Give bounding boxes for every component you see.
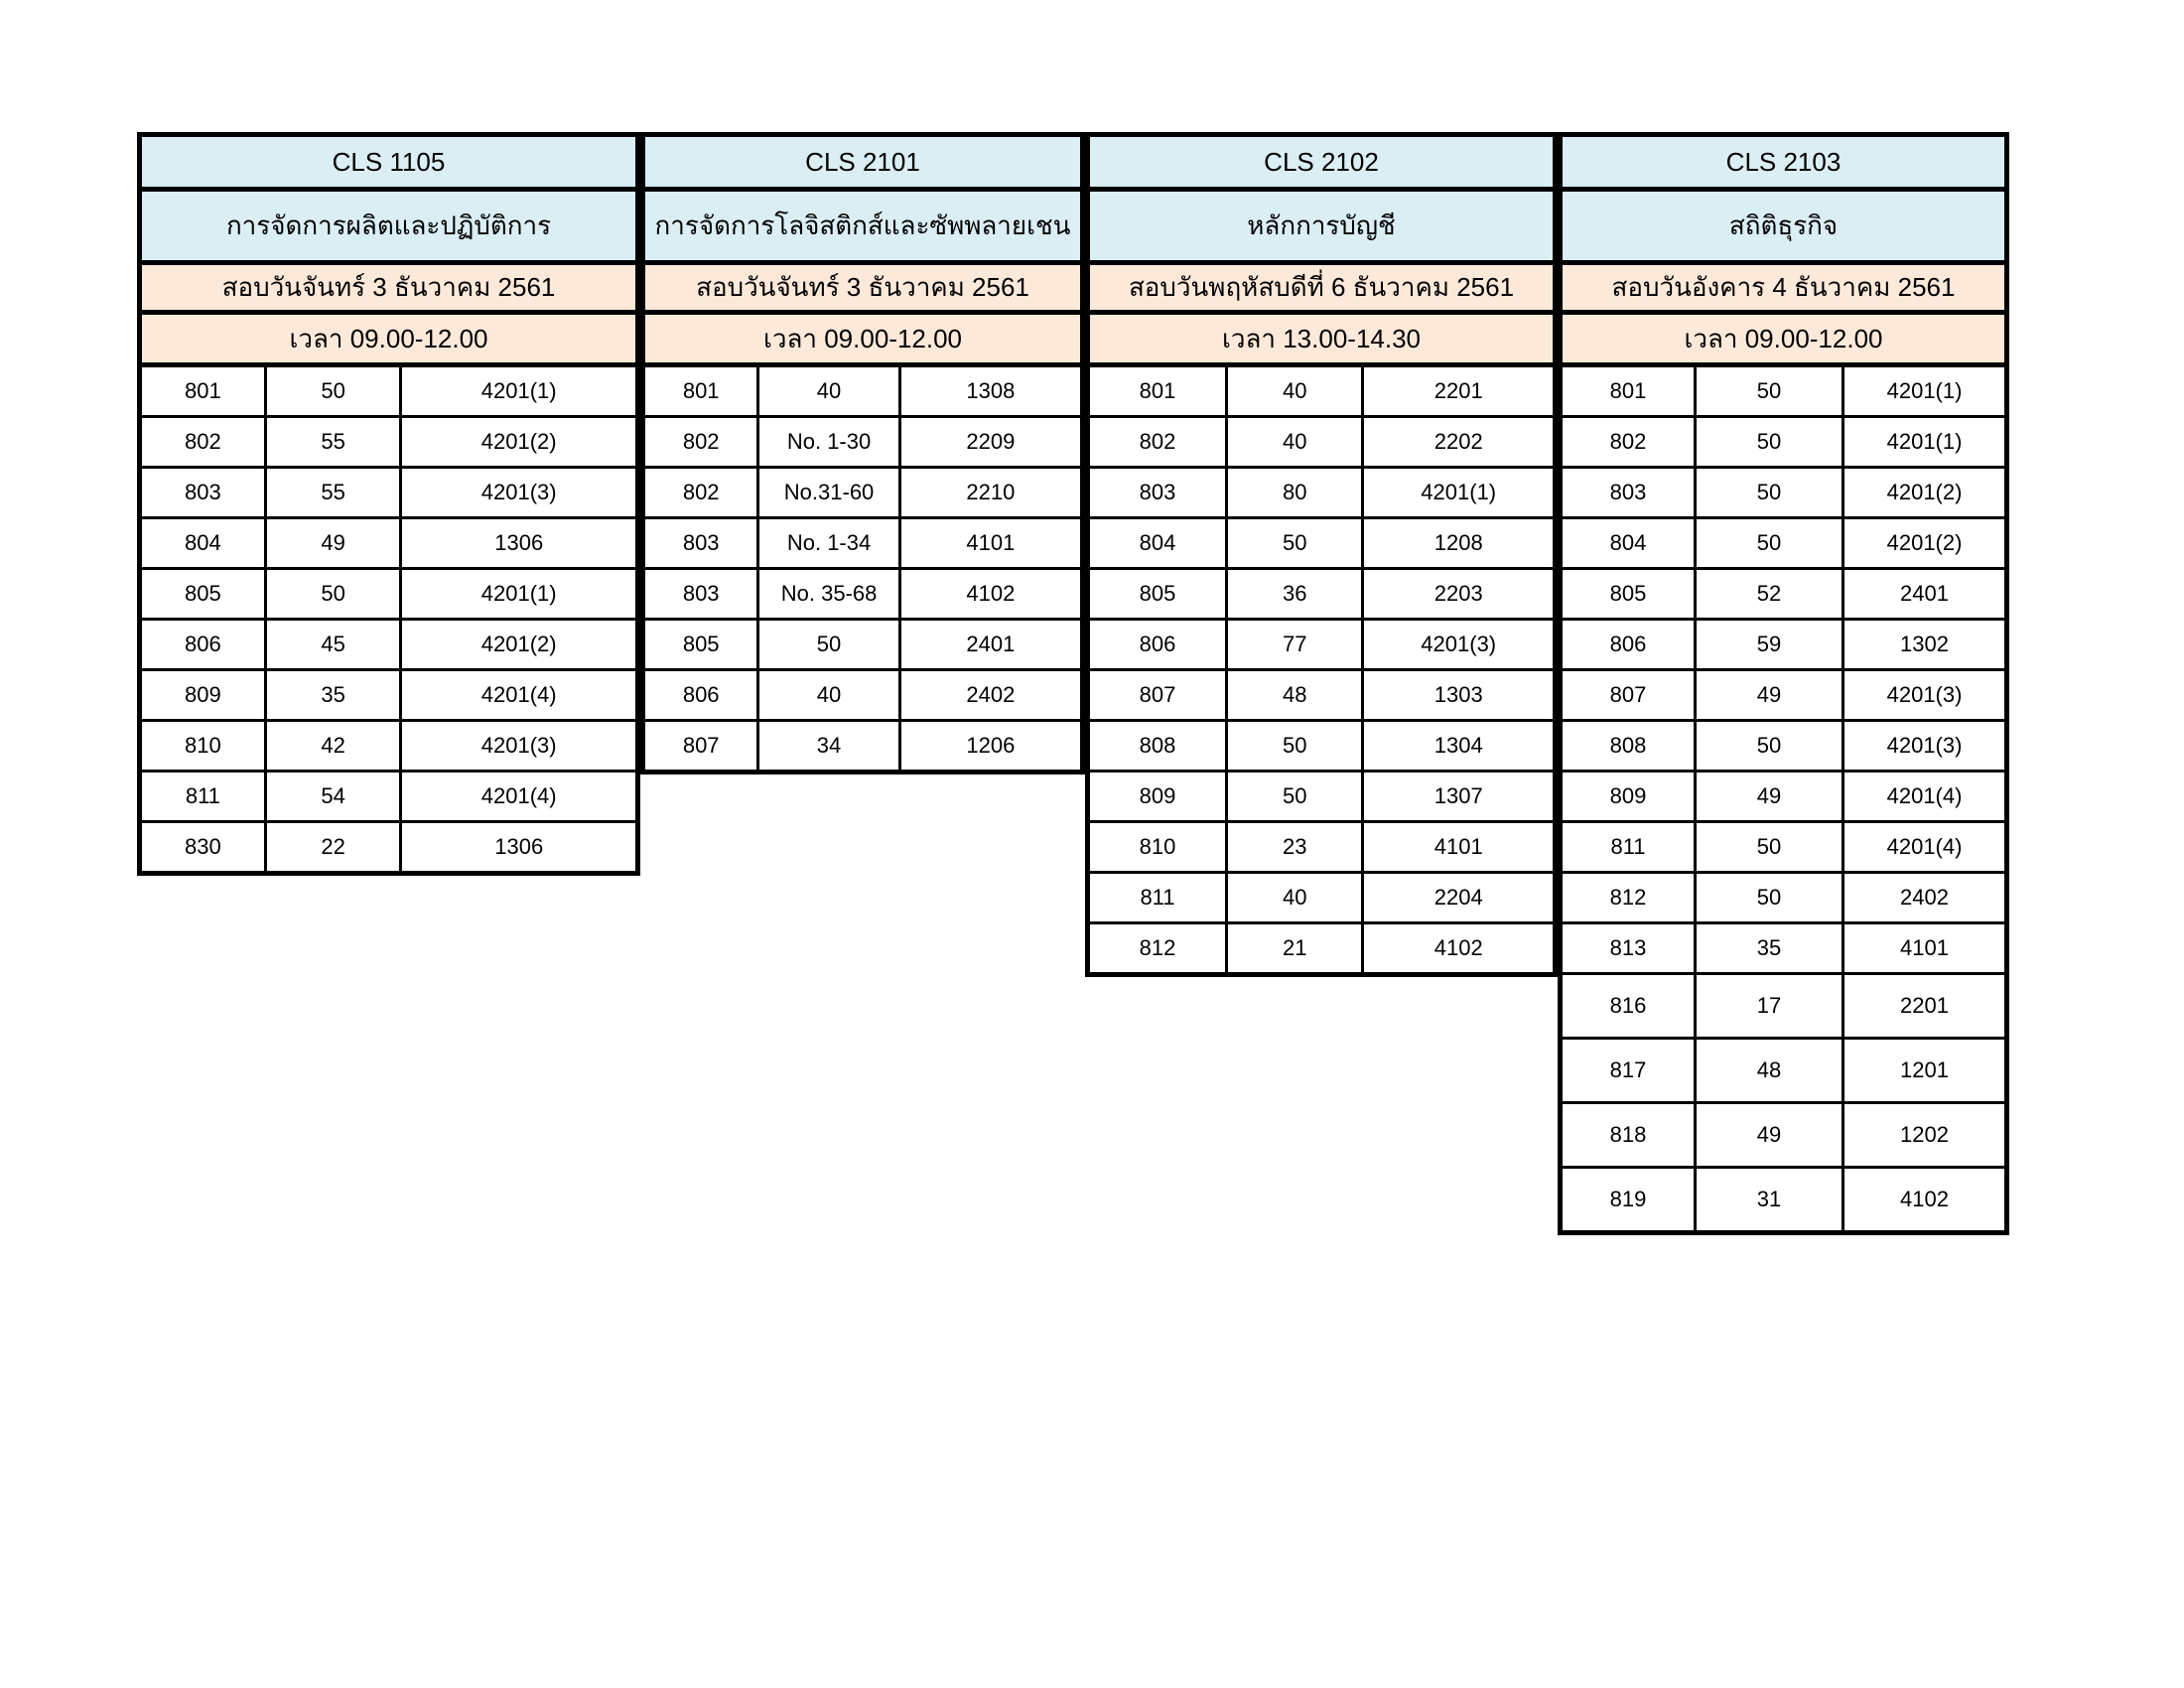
room-cell: 2210 (899, 468, 1080, 518)
exam-time: เวลา 09.00-12.00 (1563, 315, 2004, 367)
room-cell: 1208 (1363, 518, 1553, 569)
section-row (1563, 367, 2004, 417)
section-cell: 809 (142, 670, 265, 721)
section-cell: 801 (1563, 367, 1696, 417)
section-row (645, 518, 1080, 569)
section-cell: 819 (1563, 1168, 1696, 1231)
section-row (1563, 620, 2004, 670)
seat-count-cell: 40 (1226, 417, 1362, 468)
seat-count-cell: 77 (1226, 620, 1362, 670)
seat-count-cell: No.31-60 (758, 468, 899, 518)
seat-count-cell: No. 1-34 (758, 518, 899, 569)
room-cell: 2401 (899, 620, 1080, 670)
room-cell: 2209 (899, 417, 1080, 468)
room-cell: 4201(1) (401, 367, 635, 417)
room-cell: 4201(4) (1843, 822, 2004, 873)
section-row (645, 417, 1080, 468)
section-cell: 805 (142, 569, 265, 620)
seat-count-cell: 50 (1226, 518, 1362, 569)
room-cell: 4201(3) (401, 468, 635, 518)
section-row (1563, 1039, 2004, 1103)
section-row (1090, 772, 1553, 822)
course-title: การจัดการผลิตและปฏิบัติการ (142, 192, 635, 265)
room-cell: 2402 (899, 670, 1080, 721)
exam-time: เวลา 09.00-12.00 (645, 315, 1080, 367)
section-table (1090, 367, 1553, 972)
section-row (1090, 873, 1553, 923)
section-row (1090, 367, 1553, 417)
section-cell: 812 (1090, 923, 1226, 973)
section-row (142, 772, 635, 822)
section-cell: 803 (645, 518, 758, 569)
room-cell: 4101 (899, 518, 1080, 569)
section-cell: 810 (1090, 822, 1226, 873)
section-row (645, 670, 1080, 721)
room-cell: 4201(1) (1843, 417, 2004, 468)
section-row (142, 569, 635, 620)
section-cell: 811 (1090, 873, 1226, 923)
section-cell: 808 (1090, 721, 1226, 772)
course-code: CLS 2103 (1563, 137, 2004, 192)
room-cell: 4102 (1843, 1168, 2004, 1231)
course-title: การจัดการโลจิสติกส์และซัพพลายเชน (645, 192, 1080, 265)
course-code: CLS 2101 (645, 137, 1080, 192)
room-cell: 2401 (1843, 569, 2004, 620)
seat-count-cell: 50 (1696, 873, 1843, 923)
section-cell: 805 (1563, 569, 1696, 620)
section-row (1090, 468, 1553, 518)
section-cell: 813 (1563, 923, 1696, 974)
seat-count-cell: 59 (1696, 620, 1843, 670)
section-cell: 808 (1563, 721, 1696, 772)
section-cell: 802 (1090, 417, 1226, 468)
section-row (142, 721, 635, 772)
room-cell: 4201(1) (1363, 468, 1553, 518)
seat-count-cell: 36 (1226, 569, 1362, 620)
section-cell: 802 (645, 417, 758, 468)
seat-count-cell: 40 (1226, 367, 1362, 417)
seat-count-cell: 50 (1696, 367, 1843, 417)
exam-time: เวลา 09.00-12.00 (142, 315, 635, 367)
section-row (645, 468, 1080, 518)
section-row (1563, 417, 2004, 468)
section-cell: 807 (645, 721, 758, 771)
room-cell: 1302 (1843, 620, 2004, 670)
room-cell: 1306 (401, 822, 635, 872)
section-cell: 807 (1090, 670, 1226, 721)
seat-count-cell: No. 1-30 (758, 417, 899, 468)
seat-count-cell: 50 (758, 620, 899, 670)
room-cell: 4101 (1363, 822, 1553, 873)
exam-date: สอบวันพฤหัสบดีที่ 6 ธันวาคม 2561 (1090, 265, 1553, 315)
section-row (142, 367, 635, 417)
section-cell: 805 (1090, 569, 1226, 620)
exam-date: สอบวันจันทร์ 3 ธันวาคม 2561 (142, 265, 635, 315)
section-cell: 809 (1563, 772, 1696, 822)
seat-count-cell: 48 (1226, 670, 1362, 721)
course-title: สถิติธุรกิจ (1563, 192, 2004, 265)
room-cell: 4201(4) (401, 670, 635, 721)
exam-schedule-table (137, 132, 2009, 1235)
section-cell: 812 (1563, 873, 1696, 923)
seat-count-cell: 50 (1226, 772, 1362, 822)
section-row (1563, 1103, 2004, 1168)
section-row (1090, 670, 1553, 721)
seat-count-cell: 50 (1226, 721, 1362, 772)
section-cell: 801 (1090, 367, 1226, 417)
room-cell: 2402 (1843, 873, 2004, 923)
seat-count-cell: 23 (1226, 822, 1362, 873)
section-row (142, 417, 635, 468)
section-cell: 802 (1563, 417, 1696, 468)
room-cell: 2201 (1363, 367, 1553, 417)
section-row (1563, 873, 2004, 923)
seat-count-cell: 49 (1696, 670, 1843, 721)
seat-count-cell: 31 (1696, 1168, 1843, 1231)
section-cell: 816 (1563, 974, 1696, 1039)
section-cell: 806 (142, 620, 265, 670)
room-cell: 4201(2) (1843, 518, 2004, 569)
seat-count-cell: 48 (1696, 1039, 1843, 1103)
section-row (142, 670, 635, 721)
room-cell: 4201(4) (1843, 772, 2004, 822)
seat-count-cell: 45 (265, 620, 401, 670)
exam-time: เวลา 13.00-14.30 (1090, 315, 1553, 367)
seat-count-cell: 50 (265, 569, 401, 620)
course-panel (640, 132, 1085, 774)
section-cell: 804 (1090, 518, 1226, 569)
course-panel (1085, 132, 1558, 977)
seat-count-cell: 40 (758, 670, 899, 721)
section-row (142, 468, 635, 518)
section-row (645, 367, 1080, 417)
room-cell: 4101 (1843, 923, 2004, 974)
section-cell: 809 (1090, 772, 1226, 822)
seat-count-cell: 50 (1696, 721, 1843, 772)
seat-count-cell: 34 (758, 721, 899, 771)
section-cell: 803 (1563, 468, 1696, 518)
section-cell: 807 (1563, 670, 1696, 721)
section-cell: 804 (142, 518, 265, 569)
room-cell: 4201(3) (1843, 721, 2004, 772)
room-cell: 2203 (1363, 569, 1553, 620)
room-cell: 4201(2) (1843, 468, 2004, 518)
room-cell: 1201 (1843, 1039, 2004, 1103)
room-cell: 1206 (899, 721, 1080, 771)
course-panel (1558, 132, 2009, 1235)
section-row (1090, 822, 1553, 873)
section-row (645, 721, 1080, 771)
section-row (1090, 923, 1553, 973)
exam-date: สอบวันอังคาร 4 ธันวาคม 2561 (1563, 265, 2004, 315)
section-table (645, 367, 1080, 770)
exam-date: สอบวันจันทร์ 3 ธันวาคม 2561 (645, 265, 1080, 315)
section-cell: 817 (1563, 1039, 1696, 1103)
seat-count-cell: 50 (1696, 822, 1843, 873)
section-cell: 801 (645, 367, 758, 417)
room-cell: 2201 (1843, 974, 2004, 1039)
section-row (1563, 569, 2004, 620)
section-row (1563, 670, 2004, 721)
section-row (1563, 468, 2004, 518)
section-cell: 803 (645, 569, 758, 620)
section-row (1563, 1168, 2004, 1231)
room-cell: 4201(2) (401, 620, 635, 670)
section-row (1563, 974, 2004, 1039)
section-row (1090, 721, 1553, 772)
section-cell: 811 (142, 772, 265, 822)
section-row (1563, 721, 2004, 772)
course-panel (137, 132, 640, 876)
section-cell: 806 (1563, 620, 1696, 670)
section-row (645, 620, 1080, 670)
section-cell: 802 (645, 468, 758, 518)
room-cell: 4201(2) (401, 417, 635, 468)
section-table (1563, 367, 2004, 1230)
section-row (1090, 417, 1553, 468)
room-cell: 4201(1) (1843, 367, 2004, 417)
section-cell: 811 (1563, 822, 1696, 873)
room-cell: 1304 (1363, 721, 1553, 772)
room-cell: 4201(3) (1363, 620, 1553, 670)
section-cell: 803 (142, 468, 265, 518)
seat-count-cell: 52 (1696, 569, 1843, 620)
course-code: CLS 2102 (1090, 137, 1553, 192)
room-cell: 4201(3) (401, 721, 635, 772)
seat-count-cell: 40 (1226, 873, 1362, 923)
seat-count-cell: 35 (265, 670, 401, 721)
section-row (645, 569, 1080, 620)
course-code: CLS 1105 (142, 137, 635, 192)
section-row (1090, 518, 1553, 569)
seat-count-cell: 22 (265, 822, 401, 872)
section-cell: 806 (645, 670, 758, 721)
seat-count-cell: 42 (265, 721, 401, 772)
seat-count-cell: 50 (1696, 417, 1843, 468)
room-cell: 1202 (1843, 1103, 2004, 1168)
room-cell: 4201(3) (1843, 670, 2004, 721)
seat-count-cell: 50 (1696, 468, 1843, 518)
section-cell: 803 (1090, 468, 1226, 518)
section-table (142, 367, 635, 871)
seat-count-cell: 21 (1226, 923, 1362, 973)
section-cell: 802 (142, 417, 265, 468)
section-cell: 801 (142, 367, 265, 417)
room-cell: 1306 (401, 518, 635, 569)
seat-count-cell: 49 (265, 518, 401, 569)
section-cell: 805 (645, 620, 758, 670)
section-row (142, 822, 635, 872)
seat-count-cell: No. 35-68 (758, 569, 899, 620)
section-row (1090, 620, 1553, 670)
room-cell: 2204 (1363, 873, 1553, 923)
seat-count-cell: 50 (1696, 518, 1843, 569)
seat-count-cell: 54 (265, 772, 401, 822)
seat-count-cell: 49 (1696, 1103, 1843, 1168)
section-row (1563, 923, 2004, 974)
section-row (142, 620, 635, 670)
section-row (1090, 569, 1553, 620)
room-cell: 1303 (1363, 670, 1553, 721)
room-cell: 4102 (1363, 923, 1553, 973)
section-row (142, 518, 635, 569)
section-row (1563, 772, 2004, 822)
room-cell: 4201(1) (401, 569, 635, 620)
seat-count-cell: 50 (265, 367, 401, 417)
course-title: หลักการบัญชี (1090, 192, 1553, 265)
seat-count-cell: 35 (1696, 923, 1843, 974)
seat-count-cell: 55 (265, 468, 401, 518)
seat-count-cell: 17 (1696, 974, 1843, 1039)
seat-count-cell: 80 (1226, 468, 1362, 518)
room-cell: 4102 (899, 569, 1080, 620)
section-cell: 806 (1090, 620, 1226, 670)
section-row (1563, 822, 2004, 873)
section-row (1563, 518, 2004, 569)
room-cell: 4201(4) (401, 772, 635, 822)
seat-count-cell: 55 (265, 417, 401, 468)
room-cell: 1308 (899, 367, 1080, 417)
section-cell: 830 (142, 822, 265, 872)
room-cell: 2202 (1363, 417, 1553, 468)
section-cell: 818 (1563, 1103, 1696, 1168)
seat-count-cell: 40 (758, 367, 899, 417)
section-cell: 810 (142, 721, 265, 772)
section-cell: 804 (1563, 518, 1696, 569)
room-cell: 1307 (1363, 772, 1553, 822)
seat-count-cell: 49 (1696, 772, 1843, 822)
